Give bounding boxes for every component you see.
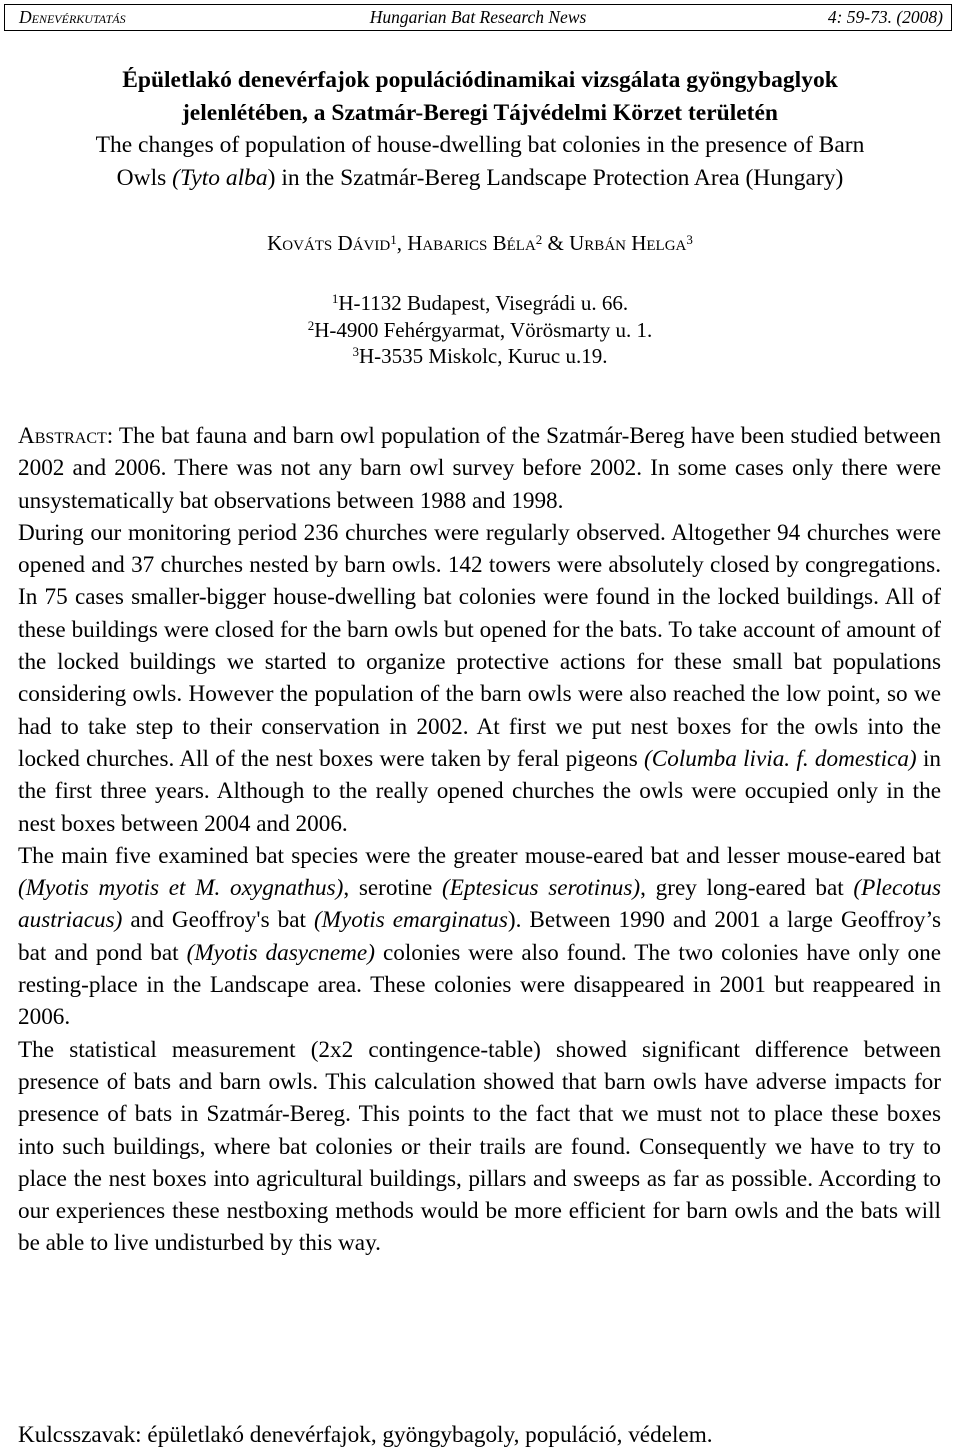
author-name: Urbán Helga — [569, 231, 687, 255]
species-name: (Plecotus austriacus) — [18, 875, 941, 934]
author-separator: & — [542, 231, 570, 255]
species-name: (Columba livia. f. domestica) — [644, 745, 917, 772]
affiliation-address: H-3535 Miskolc, Kuruc u.19. — [359, 344, 608, 368]
author-name: Habarics Béla — [407, 231, 536, 255]
header-section: Denevérkutatás — [19, 7, 126, 27]
author-list — [0, 230, 960, 256]
header-journal: Hungarian Bat Research News — [369, 7, 587, 27]
species-name: (Eptesicus serotinus) — [441, 875, 641, 902]
abstract-text: , grey long-eared bat — [640, 875, 854, 902]
affiliation-address: H-4900 Fehérgyarmat, Vörösmarty u. 1. — [314, 317, 653, 342]
author-affil-mark: 2 — [535, 232, 543, 247]
abstract-paragraph — [18, 420, 941, 517]
title-english-line1: The changes of population of house-dwelling bat colonies in the presence of Barn — [95, 132, 865, 158]
abstract-text: The statistical measurement (2x2 contingence-table) showed significant difference between presence of bats and barn owls. This calculation showed that barn owls have adverse impacts for presence of bats in Szatmár-Bereg. This points to the fact that we must not to place these boxes into such buildings, where bat colonies or their trails are found. Consequently we have to try to place the nest boxes into agricultural buildings, pillars and sweeps as far as possible. According to our experiences these nestboxing methods would be more efficient for barn owls and the bats will be able to live undisturbed by this way. — [18, 1036, 941, 1257]
title-english-part: Owls — [116, 164, 173, 191]
species-name: (Myotis dasycneme) — [186, 939, 375, 966]
species-name: (Myotis emarginatus — [313, 907, 508, 934]
author-affil-mark: 1 — [390, 232, 397, 247]
title-english-line2 — [0, 162, 960, 195]
affiliation-mark: 2 — [307, 317, 315, 333]
title-english-part: ) in the Szatmár-Bereg Landscape Protection Area (Hungary) — [267, 164, 844, 191]
affiliation-list — [0, 290, 960, 370]
author-separator: , — [396, 231, 408, 255]
affiliation — [0, 290, 960, 317]
abstract-text: and Geoffroy's bat — [122, 907, 314, 934]
abstract-text: colonies were also found. The two colonies have only one resting-place in the Landscape area. These colonies were disappeared in 2001 but reappeared in 2006. — [18, 939, 941, 1031]
affiliation-address: H-1132 Budapest, Visegrádi u. 66. — [338, 291, 629, 315]
affiliation — [0, 343, 960, 370]
abstract-text: in the first three years. Although to the really opened churches the owls were occupied only in the nest boxes between 2004 and 2006. — [18, 745, 941, 837]
keywords: Kulcsszavak: épületlakó denevérfajok, gyöngybagoly, populáció, védelem. — [18, 1422, 713, 1448]
abstract-text: During our monitoring period 236 churches were regularly observed. Altogether 94 churches were opened and 37 churches nested by barn owls. 142 towers were absolutely closed by congregations. In 75 cases smaller-bigger house-dwelling bat colonies were found in the locked buildings. All of these buildings were closed for the barn owls but opened for the bats. To take account of amount of the locked buildings we started to organize protective actions for these small bat populations considering owls. However the population of the barn owls were also reached the low point, so we had to take step to their conservation in 2002. At first we put nest boxes for the owls into the locked churches. All of the nest boxes were taken by feral pigeons — [18, 519, 941, 772]
abstract-text: ). Between 1990 and 2001 a large Geoffroy’s bat and pond bat — [18, 907, 941, 966]
affiliation-mark: 3 — [352, 344, 359, 359]
title-species-name: (Tyto alba — [172, 164, 268, 191]
author-name: Kováts Dávid — [267, 231, 391, 255]
author-affil-mark: 3 — [686, 232, 693, 247]
title-hungarian-line2: jelenlétében, a Szatmár-Beregi Tájvédelmi Körzet területén — [181, 99, 778, 126]
abstract-label: Abstract — [18, 423, 107, 449]
title-hungarian-line1: Épületlakó denevérfajok populációdinamikai vizsgálata gyöngybaglyok — [122, 67, 838, 93]
running-header — [4, 4, 952, 31]
abstract-paragraph — [18, 1034, 941, 1260]
affiliation — [0, 317, 960, 344]
abstract-paragraph — [18, 840, 941, 1034]
header-volume-pages: 4: 59-73. (2008) — [827, 7, 943, 27]
abstract-text: : The bat fauna and barn owl population of the Szatmár-Bereg have been studied between 2002 and 2006. There was not any barn owl survey before 2002. In some cases only there were unsystematically bat observations between 1988 and 1998. — [18, 423, 941, 514]
affiliation-mark: 1 — [331, 291, 339, 306]
abstract-text: , serotine — [343, 875, 442, 902]
abstract-text: The main five examined bat species were the greater mouse-eared bat and lesser mouse-eared bat — [18, 842, 941, 869]
paper-title — [0, 64, 960, 194]
abstract — [18, 420, 941, 1260]
abstract-paragraph — [18, 517, 941, 840]
species-name: (Myotis myotis et M. oxygnathus) — [18, 875, 344, 902]
